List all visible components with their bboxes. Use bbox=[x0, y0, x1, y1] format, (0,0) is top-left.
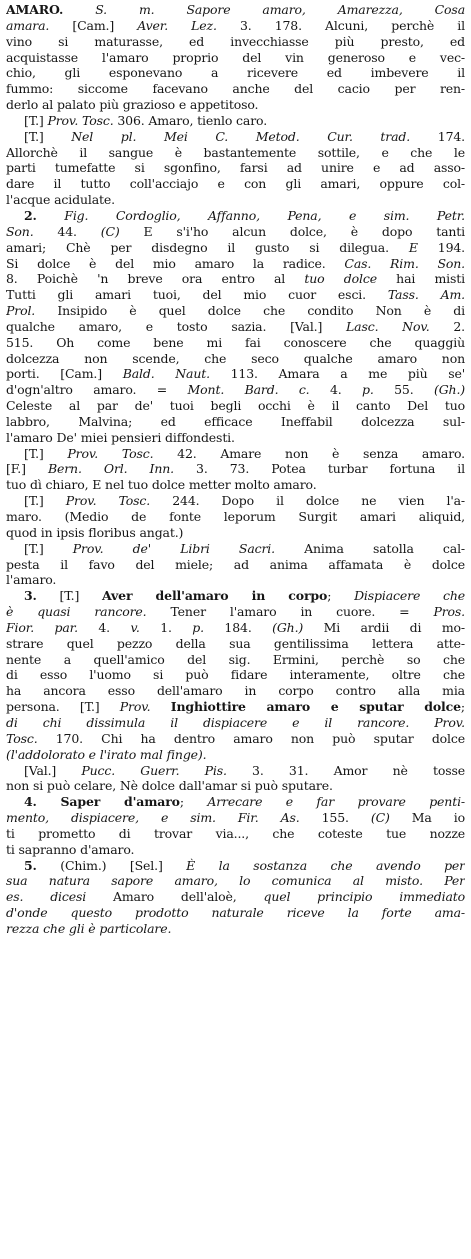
text-line bbox=[6, 335, 465, 351]
text-segment: [T.] bbox=[24, 445, 68, 461]
text-segment: (Chim.) [Sel.] bbox=[36, 857, 187, 873]
italic-text: Aver. Lez. bbox=[137, 17, 217, 33]
text-segment: tuo dì chiaro, E nel tuo dolce metter molto amaro. bbox=[6, 477, 317, 493]
text-segment: [Val.] bbox=[24, 762, 82, 778]
text-line bbox=[6, 477, 465, 493]
italic-text: È la sostanza che avendo per bbox=[186, 857, 465, 873]
text-segment: nente a quell'amico del sig. Ermini, perchè so che bbox=[6, 651, 465, 667]
text-line bbox=[6, 731, 465, 747]
text-segment: d'ogn'altro amaro. = bbox=[6, 382, 188, 398]
text-segment bbox=[63, 2, 95, 17]
text-line bbox=[6, 873, 465, 889]
text-line bbox=[6, 541, 465, 557]
text-segment: Celeste al par de' tuoi begli occhi è il canto Del tuo bbox=[6, 398, 465, 414]
text-line bbox=[6, 683, 465, 699]
text-line bbox=[6, 303, 465, 319]
italic-text: Lasc. Nov. bbox=[346, 318, 430, 334]
text-line bbox=[6, 287, 465, 303]
italic-text: Prov. Tosc. bbox=[47, 112, 114, 128]
italic-text: p. bbox=[192, 619, 204, 635]
text-segment: 3. 178. Alcuni, perchè il bbox=[216, 17, 465, 33]
text-segment: ; bbox=[327, 588, 355, 604]
text-segment: 3. 31. Amor nè tosse bbox=[226, 762, 465, 778]
text-segment bbox=[37, 208, 65, 223]
bold-text: 2. bbox=[24, 207, 37, 223]
text-line bbox=[6, 145, 465, 161]
italic-text: (C) bbox=[370, 810, 390, 826]
text-segment: ; bbox=[460, 699, 465, 715]
text-line bbox=[6, 271, 465, 287]
text-segment: [T.] bbox=[24, 128, 72, 144]
italic-text: Prov. Tosc. bbox=[65, 493, 151, 509]
italic-text: Fior. par. bbox=[6, 619, 78, 635]
text-segment: ha ancora esso dell'amaro in corpo contro alla mia bbox=[6, 683, 465, 699]
text-segment: porti. [Cam.] bbox=[6, 366, 123, 382]
text-line bbox=[6, 81, 465, 97]
italic-text: Tass. Am. bbox=[387, 287, 465, 303]
text-segment: Insipido è quel dolce che condito Non è di bbox=[35, 303, 465, 319]
italic-text: Bald. Naut. bbox=[122, 366, 210, 382]
text-line bbox=[6, 65, 465, 81]
text-segment: ; bbox=[179, 794, 208, 810]
text-segment: 306. Amaro, tienlo caro. bbox=[113, 112, 268, 128]
italic-text: (Gh.) bbox=[434, 382, 465, 398]
italic-text: es. dicesi bbox=[6, 889, 87, 905]
bold-text: 5. bbox=[24, 857, 37, 873]
text-segment: Ma io bbox=[389, 810, 465, 826]
bold-text: Inghiottire amaro e sputar dolce bbox=[170, 699, 461, 715]
text-segment: hai misti bbox=[376, 271, 465, 287]
text-line bbox=[6, 34, 465, 50]
text-line bbox=[6, 889, 465, 905]
text-segment: acquistasse l'amaro proprio del vin generoso e vec- bbox=[6, 49, 465, 65]
italic-text: è quasi rancore. bbox=[6, 604, 147, 620]
text-segment: l'amaro. bbox=[6, 572, 57, 588]
italic-text: v. bbox=[130, 619, 140, 635]
text-segment: qualche amaro, e tosto sazia. [Val.] bbox=[6, 318, 347, 334]
text-line bbox=[6, 747, 465, 763]
italic-text: Tosc. bbox=[6, 730, 38, 746]
text-segment: fummo: siccome facevano anche del cacio per ren- bbox=[6, 81, 465, 97]
text-line bbox=[6, 160, 465, 176]
text-segment: pesta il favo del miele; ad anima affamata è dolce bbox=[6, 556, 465, 572]
text-line bbox=[6, 50, 465, 66]
text-segment: [T.] bbox=[24, 493, 66, 509]
italic-text: amara. bbox=[6, 17, 50, 33]
text-segment: 244. Dopo il dolce ne vien l'a- bbox=[150, 493, 465, 509]
text-segment: persona. [T.] bbox=[6, 699, 120, 715]
text-segment: strare quel pezzo della sua gentilissima lettera atte- bbox=[6, 635, 465, 651]
text-segment: 515. Oh come bene mi fai conoscere che quaggiù bbox=[6, 334, 465, 350]
text-segment: parti tumefatte si sgonfino, farsi ad unire e ad asso- bbox=[6, 160, 465, 176]
text-line bbox=[6, 208, 465, 224]
text-line bbox=[6, 778, 465, 794]
text-line bbox=[6, 858, 465, 874]
text-line bbox=[6, 493, 465, 509]
text-segment: 1. bbox=[139, 619, 193, 635]
text-segment: 4. bbox=[77, 619, 131, 635]
italic-text: Dispiacere che bbox=[354, 588, 465, 604]
text-segment: derlo al palato più grazioso e appetitoso. bbox=[6, 97, 259, 113]
text-line bbox=[6, 667, 465, 683]
text-segment: l'acque acidulate. bbox=[6, 192, 115, 208]
text-line bbox=[6, 382, 465, 398]
italic-text: (l'addolorato e l'irato mal finge). bbox=[6, 746, 207, 762]
italic-text: Fig. Cordoglio, Affanno, Pena, e sim. Petr. bbox=[64, 207, 465, 223]
italic-text: Prov. bbox=[119, 699, 151, 715]
italic-text: di chi dissimula il dispiacere e il rancore. Prov. bbox=[6, 714, 465, 730]
text-segment: 155. bbox=[299, 810, 371, 826]
text-line bbox=[6, 97, 465, 113]
text-line bbox=[6, 842, 465, 858]
text-segment: ti sapranno d'amaro. bbox=[6, 841, 135, 857]
text-line bbox=[6, 414, 465, 430]
text-line bbox=[6, 604, 465, 620]
italic-text: Nel pl. Mei C. Metod. Cur. trad. bbox=[71, 128, 411, 144]
bold-text: Aver dell'amaro in corpo bbox=[101, 588, 328, 604]
text-line bbox=[6, 715, 465, 731]
text-segment: 113. Amara a me più se' bbox=[209, 366, 465, 382]
text-segment: [Cam.] bbox=[49, 17, 138, 33]
text-segment: 2. bbox=[429, 318, 465, 334]
text-line bbox=[6, 921, 465, 937]
italic-text: rezza che gli è particolare. bbox=[6, 920, 172, 936]
text-segment: 44. bbox=[33, 223, 101, 239]
text-segment: dolcezza non scende, che seco qualche amaro non bbox=[6, 350, 465, 366]
text-line bbox=[6, 509, 465, 525]
text-segment: [F.] bbox=[6, 461, 48, 477]
text-line bbox=[6, 620, 465, 636]
italic-text: (Gh.) bbox=[272, 619, 304, 635]
text-segment: vino si maturasse, ed invecchiasse più presto, ed bbox=[6, 33, 465, 49]
italic-text: (C) bbox=[100, 223, 120, 239]
text-segment: 4. bbox=[309, 382, 363, 398]
text-segment: 194. bbox=[417, 239, 465, 255]
italic-text: S. m. Sapore amaro, Amarezza, Cosa bbox=[95, 2, 465, 17]
text-segment: Mi ardii di mo- bbox=[303, 619, 465, 635]
text-line bbox=[6, 366, 465, 382]
text-line bbox=[6, 525, 465, 541]
italic-text: Mont. Bard. c. bbox=[187, 382, 310, 398]
text-segment: Anima satolla cal- bbox=[274, 540, 465, 556]
italic-text: quel principio immediato bbox=[263, 889, 465, 905]
italic-text: Pucc. Guerr. Pis. bbox=[81, 762, 227, 778]
text-line bbox=[6, 129, 465, 145]
text-segment: l'amaro De' miei pensieri diffondesti. bbox=[6, 429, 235, 445]
text-segment: chio, gli esponevano a ricevere ed imbevere il bbox=[6, 65, 465, 81]
text-segment: ti prometto di trovar via..., che coteste tue nozze bbox=[6, 825, 465, 841]
text-segment: 3. 73. Potea turbar fortuna il bbox=[173, 461, 465, 477]
text-line bbox=[6, 905, 465, 921]
text-line bbox=[6, 398, 465, 414]
text-segment: dare il tutto coll'acciajo e con gli amari, oppure col- bbox=[6, 176, 465, 192]
text-line bbox=[6, 176, 465, 192]
dictionary-entry-amaro bbox=[6, 2, 465, 937]
text-line bbox=[6, 810, 465, 826]
italic-text: sua natura sapore amaro, lo comunica al misto. Per bbox=[6, 873, 465, 889]
italic-text: E bbox=[408, 239, 418, 255]
text-line bbox=[6, 430, 465, 446]
italic-text: Bern. Orl. Inn. bbox=[47, 461, 174, 477]
text-segment: maro. (Medio de fonte leporum Surgit amari aliquid, bbox=[6, 509, 465, 524]
text-segment: 42. Amare non è senza amaro. bbox=[153, 445, 465, 461]
text-segment: quod in ipsis floribus angat.) bbox=[6, 524, 184, 540]
text-line bbox=[6, 652, 465, 668]
text-segment: labbro, Malvina; ed efficace Ineffabil dolcezza sul- bbox=[6, 413, 465, 429]
italic-text: Arrecare e far provare penti- bbox=[207, 794, 465, 810]
bold-text: 3. bbox=[24, 588, 37, 604]
text-line bbox=[6, 2, 465, 18]
text-segment: Si dolce è del mio amaro la radice. bbox=[6, 255, 345, 271]
text-segment: Amaro dell'aloè, bbox=[86, 889, 264, 905]
text-segment: 55. bbox=[373, 382, 434, 398]
italic-text: Cas. Rim. Son. bbox=[344, 255, 465, 271]
bold-text: 4. Saper d'amaro bbox=[24, 794, 180, 810]
italic-text: Prov. de' Libri Sacri. bbox=[72, 540, 275, 556]
text-segment: Tener l'amaro in cuore. = bbox=[146, 604, 434, 620]
text-line bbox=[6, 794, 465, 810]
text-line bbox=[6, 446, 465, 462]
text-segment: 170. Chi ha dentro amaro non può sputar dolce bbox=[37, 730, 465, 746]
italic-text: Prov. Tosc. bbox=[67, 445, 154, 461]
text-line bbox=[6, 763, 465, 779]
text-line bbox=[6, 113, 465, 129]
text-segment: di esso l'uomo si può fidare interamente, oltre che bbox=[6, 667, 465, 683]
text-line bbox=[6, 240, 465, 256]
text-segment: [T.] bbox=[24, 540, 73, 556]
italic-text: tuo dolce bbox=[304, 271, 377, 287]
text-line bbox=[6, 256, 465, 272]
italic-text: mento, dispiacere, e sim. Fir. As. bbox=[6, 810, 300, 826]
italic-text: Prol. bbox=[6, 303, 36, 319]
italic-text: Pros. bbox=[433, 604, 465, 620]
text-line bbox=[6, 557, 465, 573]
text-line bbox=[6, 636, 465, 652]
text-segment: non si può celare, Nè dolce dall'amar si può sputare. bbox=[6, 778, 333, 794]
text-line bbox=[6, 18, 465, 34]
text-line bbox=[6, 699, 465, 715]
text-segment: 8. Poichè 'n breve ora entro al bbox=[6, 271, 305, 287]
text-line bbox=[6, 826, 465, 842]
text-line bbox=[6, 351, 465, 367]
text-line bbox=[6, 192, 465, 208]
italic-text: p. bbox=[362, 382, 374, 398]
text-segment: Allorchè il sangue è bastantemente sottile, e che le bbox=[6, 144, 465, 160]
text-line bbox=[6, 224, 465, 240]
text-segment: 184. bbox=[203, 619, 273, 635]
bold-text: AMARO. bbox=[6, 2, 64, 17]
text-segment: E s'i'ho alcun dolce, è dopo tanti bbox=[119, 223, 465, 239]
italic-text: d'onde questo prodotto naturale riceve la forte ama- bbox=[6, 905, 465, 921]
text-segment: [T.] bbox=[24, 112, 48, 128]
italic-text: Son. bbox=[6, 223, 34, 239]
text-segment: 174. bbox=[410, 128, 465, 144]
text-line bbox=[6, 588, 465, 604]
text-line bbox=[6, 461, 465, 477]
text-line bbox=[6, 319, 465, 335]
text-segment: Tutti gli amari tuoi, del mio cuor esci. bbox=[6, 287, 388, 303]
text-segment bbox=[151, 699, 171, 714]
text-segment: amari; Chè per disdegno il gusto si dilegua. bbox=[6, 239, 409, 255]
text-segment: [T.] bbox=[36, 588, 102, 604]
text-line bbox=[6, 572, 465, 588]
